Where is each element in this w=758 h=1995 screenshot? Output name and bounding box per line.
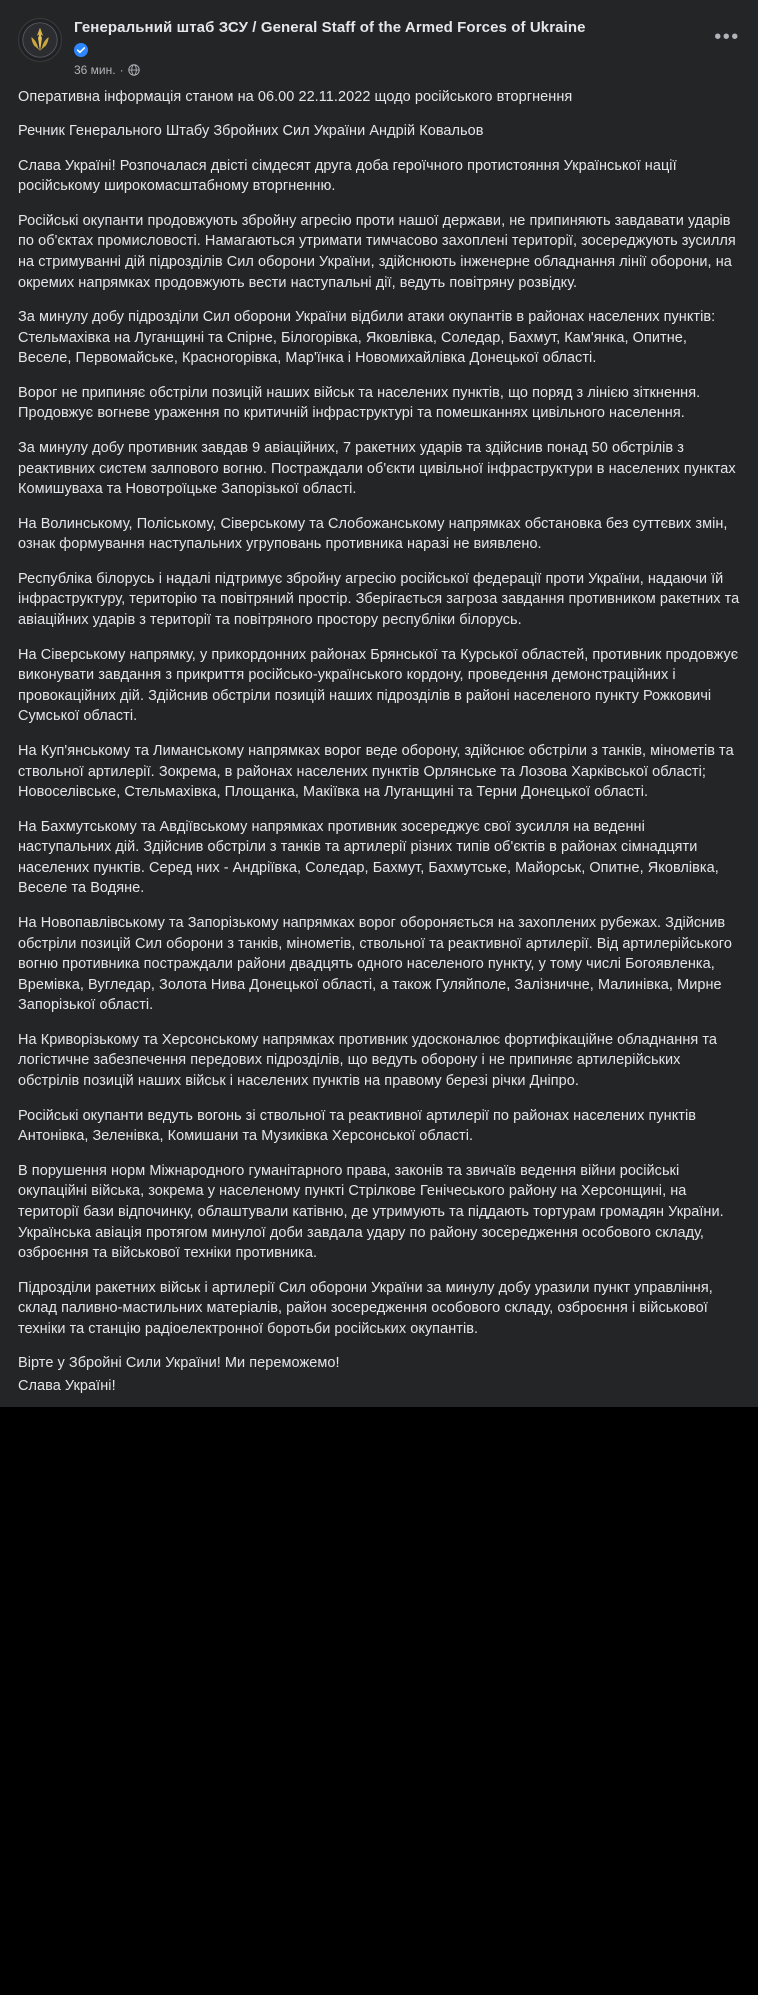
post-header-text bbox=[74, 18, 740, 77]
post-paragraph: Вірте у Збройні Сили України! Ми переможемо! bbox=[18, 1355, 340, 1372]
post-paragraph: На Куп'янському та Лиманському напрямках ворог веде оборону, здійснює обстріли з танків, мінометів та ствольної артилерії. Зокрема, в районах населених пунктів Орлянське та Лозова Харківської області; Новоселівське, Стельмахівка, Площанка, Макіївка на Луганщині та Терни Донецької області. bbox=[18, 742, 734, 801]
post-paragraph: На Бахмутському та Авдіївському напрямках противник зосереджує свої зусилля на веденні наступальних дій. Здійснив обстріли з танків та артилерії різних типів об'єктів в районах сімнадцяти населених пунктів. Серед них - Андріївка, Соледар, Бахмут, Бахмутське, Майорськ, Опитне, Яковлівка, Веселе та Водяне. bbox=[18, 818, 719, 897]
post-paragraph: На Криворізькому та Херсонському напрямках противник удосконалює фортифікаційне обладнання та логістичне забезпечення передових підрозділів, що ведуть оборону і не припиняє артилерійських обстрілів позицій наших військ і населених пунктів на правому березі річки Дніпро. bbox=[18, 1031, 718, 1090]
post-paragraph: Підрозділи ракетних військ і артилерії Сил оборони України за минулу добу уразили пункт управління, склад паливно-мастильних матеріалів, район зосередження особового складу, озброєння і військової техніки та станцію радіоелектронної боротьби російських окупантів. bbox=[18, 1279, 713, 1337]
post-paragraph: За минулу добу противник завдав 9 авіаційних, 7 ракетних ударів та здійснив понад 50 обстрілів з реактивних систем залпового вогню. Постраждали об'єкти цивільної інфраструктури в населених пунктах Комишуваха та Новотроїцьке Запорізької області. bbox=[18, 440, 736, 498]
post-paragraph: Слава Україні! bbox=[18, 1377, 116, 1394]
post-paragraph: В порушення норм Міжнародного гуманітарного права, законів та звичаїв ведення війни російські окупаційні війська, зокрема у населеному пункті Стрілкове Генічеського району на Херсонщині, на території бази відпочинку, облаштували катівню, де утримують та піддають тортурам громадян України. Українська авіація протягом минулої доби завдала удару по району зосередження особового складу, озброєння та військової техніки противника. bbox=[18, 1162, 724, 1262]
post-paragraph: Слава Україні! Розпочалася двісті сімдесят друга доба героїчного протистояння Української нації російському широкомасштабному вторгненню. bbox=[18, 157, 677, 195]
post-timestamp[interactable]: 36 мин. bbox=[74, 62, 116, 77]
meta-separator: · bbox=[119, 62, 124, 77]
post-paragraph: Речник Генерального Штабу Збройних Сил України Андрій Ковальов bbox=[18, 123, 484, 140]
post-paragraph: На Волинському, Поліському, Сіверському та Слобожанському напрямках обстановка без суттєвих змін, ознак формування наступальних угруповань противника наразі не виявлено. bbox=[18, 515, 728, 553]
post-body bbox=[0, 77, 758, 1397]
post-paragraph: Російські окупанти продовжують збройну агресію проти нашої держави, не припиняють завдавати ударів по об'єктах промисловості. Намагаються утримати тимчасово захоплені території, зосереджують зусилля на стримуванні дій підрозділів Сил оборони України, здійснюють інженерне обладнання лінії оборони, на окремих напрямках продовжують вести наступальні дії, ведуть повітряну розвідку. bbox=[18, 212, 736, 291]
page-name[interactable]: Генеральний штаб ЗСУ / General Staff of the Armed Forces of Ukraine bbox=[74, 19, 586, 36]
verified-row bbox=[74, 43, 700, 57]
post-paragraph: Ворог не припиняє обстріли позицій наших військ та населених пунктів, що поряд з лінією зіткнення. Продовжує вогневе ураження по критичній інфраструктурі та помешканнях цивільного населення. bbox=[18, 384, 701, 422]
post-meta bbox=[74, 63, 700, 77]
general-staff-emblem-icon bbox=[19, 18, 61, 62]
post-paragraph: Оперативна інформація станом на 06.00 22.11.2022 щодо російського вторгнення bbox=[18, 88, 573, 105]
post-paragraph: Російські окупанти ведуть вогонь зі ствольної та реактивної артилерії по районах населених пунктів Антонівка, Зеленівка, Комишани та Музиківка Херсонської області. bbox=[18, 1107, 696, 1145]
globe-icon[interactable] bbox=[128, 64, 140, 76]
post-paragraph: На Сіверському напрямку, у прикордонних районах Брянської та Курської областей, противник продовжує виконувати завдання з прикриття російсько-українського кордону, проведення демонстраційних і провокаційних дій. Здійснив обстріли позицій наших підрозділів в районі населеного пункту Рожковичі Сумської області. bbox=[18, 646, 739, 725]
post-header bbox=[0, 14, 758, 77]
post-paragraph: Республіка білорусь і надалі підтримує збройну агресію російської федерації проти України, надаючи їй інфраструктуру, територію та повітряний простір. Зберігається загроза завдання противником ракетних та авіаційних ударів з території та повітряного простору республіки білорусь. bbox=[18, 570, 740, 629]
more-options-button[interactable]: ••• bbox=[714, 26, 740, 48]
post-paragraph: За минулу добу підрозділи Сил оборони України відбили атаки окупантів в районах населених пунктів: Стельмахівка на Луганщині та Спірне, Білогорівка, Яковлівка, Соледар, Бахмут, Кам'янка, Опитне, Веселе, Первомайське, Красногорівка, Мар'їнка і Новомихайлівка Донецької області. bbox=[18, 309, 716, 367]
avatar[interactable] bbox=[18, 18, 62, 62]
verified-badge-icon bbox=[74, 43, 88, 57]
post-paragraph: На Новопавлівському та Запорізькому напрямках ворог обороняється на захоплених рубежах. Здійснив обстріли позицій Сил оборони з танків, мінометів, ствольної та реактивної артилерії. Від артилерійського вогню противника постраждали райони двадцять одного населеного пункту, у тому числі Богоявленка, Времівка, Вугледар, Золота Нива Донецької області, а також Гуляйполе, Залізничне, Малинівка, Мирне Запорізької області. bbox=[18, 915, 732, 1014]
